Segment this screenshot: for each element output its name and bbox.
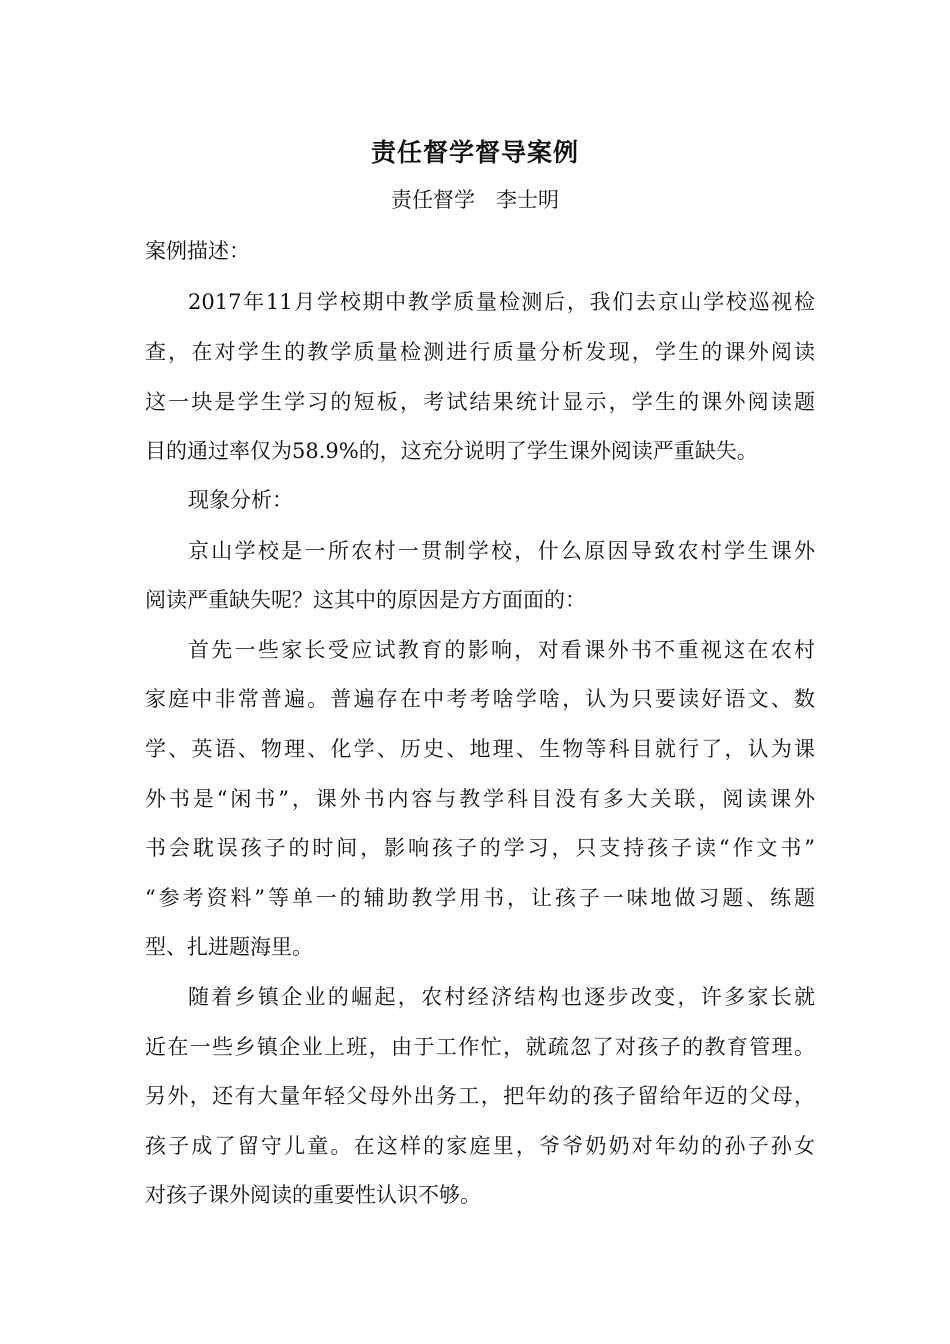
paragraph-line: 近在一些乡镇企业上班，由于工作忙，就疏忽了对孩子的教育管理。	[145, 1035, 815, 1059]
paragraph-line: 学、英语、物理、化学、历史、地理、生物等科目就行了，认为课	[145, 737, 815, 761]
paragraph-line: 随着乡镇企业的崛起，农村经济结构也逐步改变，许多家长就	[188, 985, 815, 1009]
paragraph-line: 首先一些家长受应试教育的影响，对看课外书不重视这在农村	[188, 638, 815, 662]
paragraph-line: “参考资料”等单一的辅助教学用书，让孩子一味地做习题、练题	[145, 886, 815, 910]
paragraph-line: 型、扎进题海里。	[145, 935, 313, 959]
paragraph-line: 对孩子课外阅读的重要性认识不够。	[145, 1183, 481, 1207]
paragraph-line: 家庭中非常普遍。普遍存在中考考啥学啥，认为只要读好语文、数	[145, 687, 815, 711]
paragraph-line: 阅读严重缺失呢？这其中的原因是方方面面的：	[145, 588, 586, 612]
author-line: 责任督学 李士明	[391, 188, 559, 212]
section-label-description: 案例描述：	[145, 239, 250, 263]
paragraph-line: 外书是“闲书”，课外书内容与教学科目没有多大关联，阅读课外	[145, 787, 815, 811]
paragraph-line: 书会耽误孩子的时间，影响孩子的学习，只支持孩子读“作文书”	[145, 836, 815, 860]
paragraph-line: 另外，还有大量年轻父母外出务工，把年幼的孩子留给年迈的父母，	[145, 1084, 815, 1108]
paragraph-line: 这一块是学生学习的短板，考试结果统计显示，学生的课外阅读题	[145, 390, 815, 414]
paragraph-line: 京山学校是一所农村一贯制学校，什么原因导致农村学生课外	[188, 539, 815, 563]
paragraph-line: 2017年11月学校期中教学质量检测后，我们去京山学校巡视检	[188, 290, 815, 314]
paragraph-line: 孩子成了留守儿童。在这样的家庭里，爷爷奶奶对年幼的孙子孙女	[145, 1134, 815, 1158]
section-label-analysis: 现象分析：	[188, 488, 293, 512]
paragraph-line: 查，在对学生的教学质量检测进行质量分析发现，学生的课外阅读	[145, 340, 815, 364]
paragraph-line: 目的通过率仅为58.9%的，这充分说明了学生课外阅读严重缺失。	[145, 439, 758, 463]
document-title: 责任督学督导案例	[370, 138, 579, 167]
